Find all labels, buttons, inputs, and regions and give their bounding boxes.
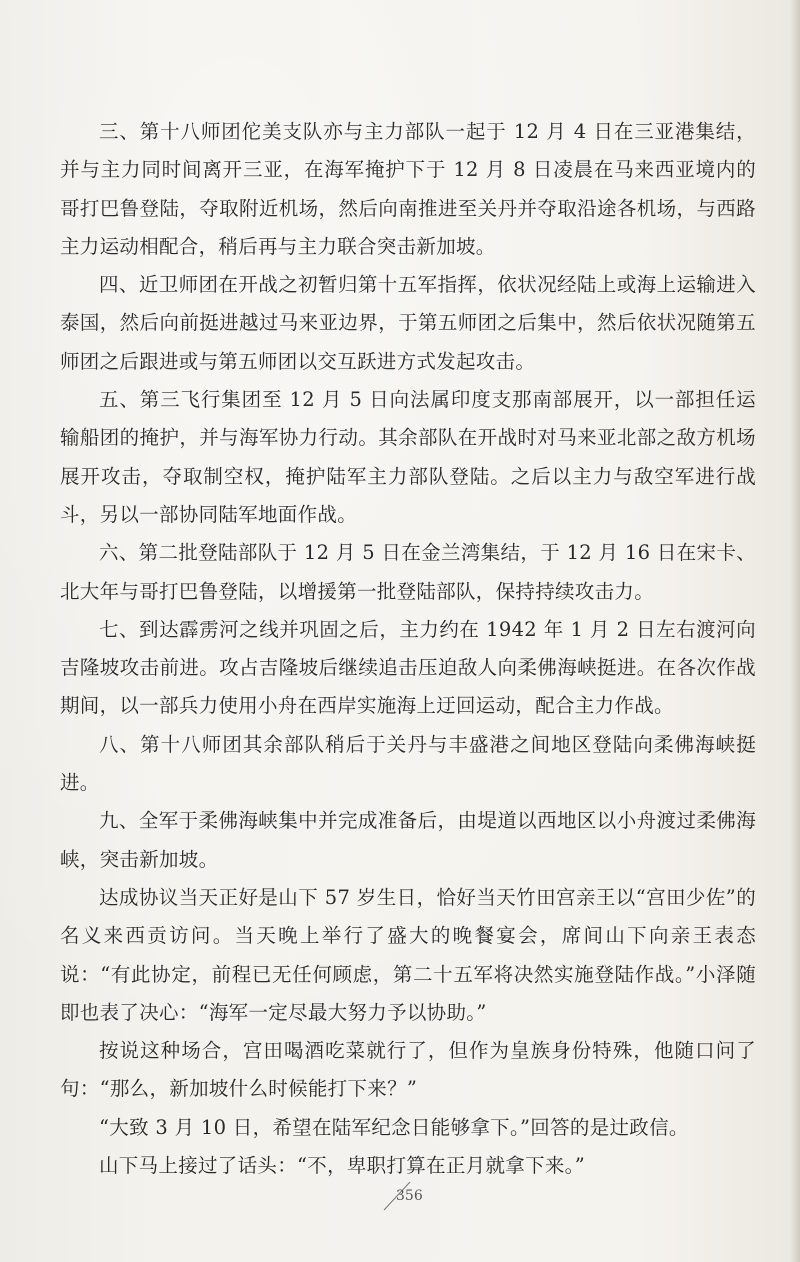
page-edge-shadow	[790, 0, 800, 1262]
paragraph-yamashita: 山下马上接过了话头：“不，卑职打算在正月就拿下来。”	[99, 1154, 585, 1178]
paragraph-agreement: 达成协议当天正好是山下 57 岁生日，恰好当天竹田宫亲王以“宫田少佐”的名义来西贡访问。当天晚上举行了盛大的晚餐宴会，席间山下向亲王表态说：“有此协定，前程已无任何顾虑，第二十五军将决然实施登陆作战。”小泽随即也表了决心：“海军一定尽最大努力予以协助。”	[60, 885, 756, 1024]
paragraph-9: 九、全军于柔佛海峡集中并完成准备后，由堤道以西地区以小舟渡过柔佛海峡，突击新加坡。	[60, 809, 756, 871]
paragraph-4: 四、近卫师团在开战之初暂归第十五军指挥，依状况经陆上或海上运输进入泰国，然后向前挺进越过马来亚边界，于第五师团之后集中，然后依状况随第五师团之后跟进或与第五师团以交互跃进方式发起攻击。	[60, 273, 756, 373]
paragraph-question: 按说这种场合，宫田喝酒吃菜就行了，但作为皇族身份特殊，他随口问了句：“那么，新加坡什么时候能打下来？”	[60, 1039, 756, 1101]
paragraph-5: 五、第三飞行集团至 12 月 5 日向法属印度支那南部展开，以一部担任运输船团的掩护，并与海军协力行动。其余部队在开战时对马来亚北部之敌方机场展开攻击，夺取制空权，掩护陆军主力部队登陆。之后以主力与敌空军进行战斗，另以一部协同陆军地面作战。	[60, 388, 756, 526]
body-text	[60, 113, 756, 1185]
page-number: 356	[396, 1188, 423, 1204]
paragraph-6: 六、第二批登陆部队于 12 月 5 日在金兰湾集结，于 12 月 16 日在宋卡、北大年与哥打巴鲁登陆，以增援第一批登陆部队，保持持续攻击力。	[60, 541, 756, 603]
paragraph-8: 八、第十八师团其余部队稍后于关丹与丰盛港之间地区登陆向柔佛海峡挺进。	[60, 732, 756, 795]
paragraph-7: 七、到达霹雳河之线并巩固之后，主力约在 1942 年 1 月 2 日左右渡河向吉隆坡攻击前进。攻占吉隆坡后继续追击压迫敌人向柔佛海峡挺进。在各次作战期间，以一部兵力使用小舟在西岸实施海上迂回运动，配合主力作战。	[60, 617, 756, 718]
paragraph-3: 三、第十八师团佗美支队亦与主力部队一起于 12 月 4 日在三亚港集结，并与主力同时间离开三亚，在海军掩护下于 12 月 8 日凌晨在马来西亚境内的哥打巴鲁登陆，夺取附近机场，然后向南推进至关丹并夺取沿途各机场，与西路主力运动相配合，稍后再与主力联合突击新加坡。	[60, 120, 756, 258]
paragraph-answer: “大致 3 月 10 日，希望在陆军纪念日能够拿下。”回答的是辻政信。	[99, 1115, 689, 1139]
